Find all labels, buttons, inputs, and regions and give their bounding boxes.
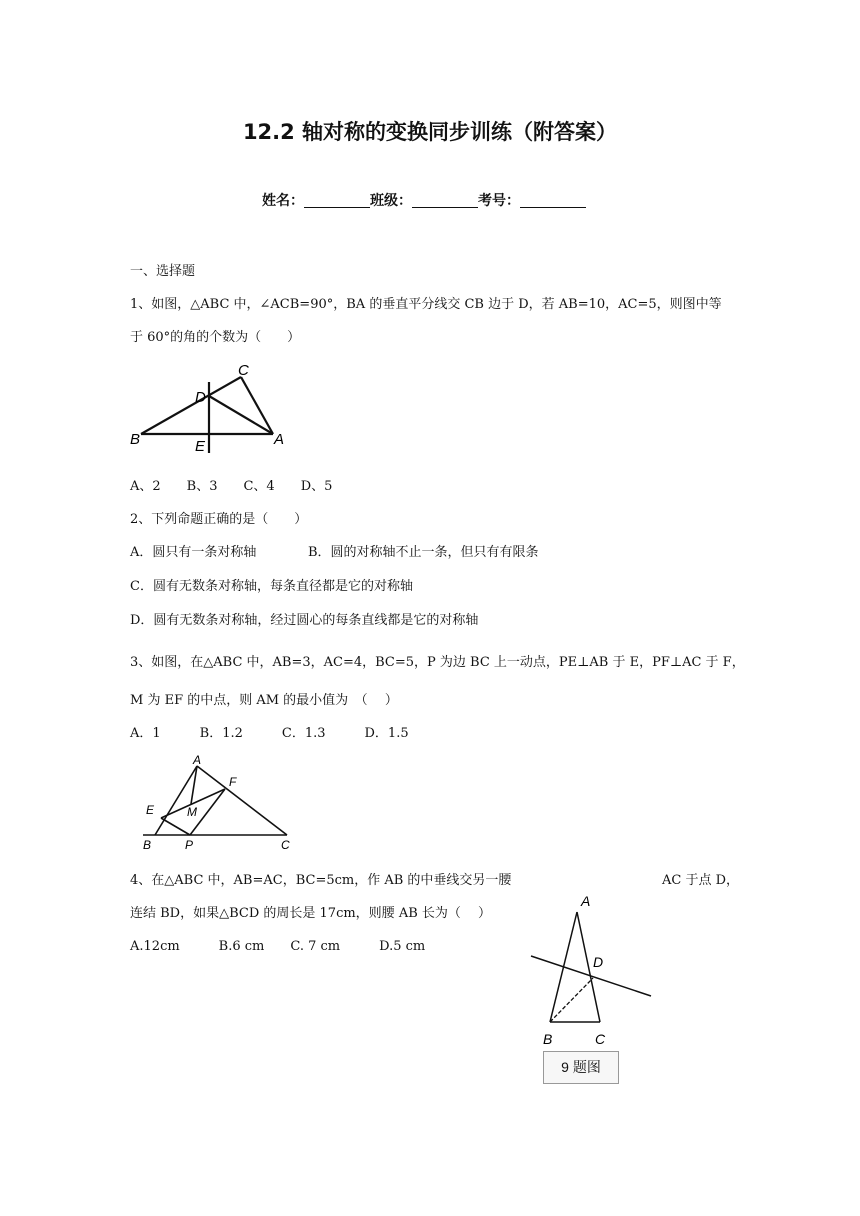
name-label: 姓名：: [262, 193, 304, 209]
name-blank: [304, 193, 370, 208]
number-label: 考号：: [478, 193, 520, 209]
page-title: 12.2 轴对称的变换同步训练（附答案）: [242, 120, 618, 144]
q1-label-d: D: [195, 389, 206, 406]
q2-option-d: D．圆有无数条对称轴，经过圆心的每条直线都是它的对称轴: [130, 613, 479, 628]
q4-options: A.12cm B.6 cm C. 7 cm D.5 cm: [130, 939, 426, 954]
q4-perpendicular-bisector: [531, 956, 651, 996]
student-info: [262, 190, 586, 210]
q3-figure: [135, 752, 295, 852]
q4-segment-bd: [550, 978, 593, 1022]
section-heading: 一、选择题: [130, 264, 196, 279]
q1-label-e: E: [195, 438, 206, 455]
q1-options: A、2 B、3 C、4 D、5: [130, 479, 333, 494]
q3-options: A．1 B．1.2 C．1.3 D．1.5: [130, 726, 409, 741]
q1-figure: [128, 360, 288, 455]
q3-label-p: P: [185, 838, 194, 852]
q4-stem-line1b: AC 于点 D，: [662, 873, 740, 888]
number-blank: [520, 193, 586, 208]
q4-figure: [525, 890, 660, 1055]
q1-stem-line2: 于 60°的角的个数为（ ）: [130, 330, 301, 345]
class-blank: [412, 193, 478, 208]
q3-label-a: A: [193, 753, 202, 767]
q3-segment-ab: [155, 766, 197, 835]
q1-label-b: B: [130, 431, 141, 448]
q3-label-b: B: [143, 838, 152, 852]
class-label: 班级：: [370, 193, 412, 209]
q3-stem-line1: 3、如图，在△ABC 中，AB=3，AC=4，BC=5，P 为边 BC 上一动点，PE⊥AB 于 E，PF⊥AC 于 F，: [130, 655, 745, 670]
q2-option-b: B．圆的对称轴不止一条，但只有有限条: [308, 545, 539, 560]
q3-label-f: F: [229, 775, 237, 789]
q2-option-a: A．圆只有一条对称轴: [130, 545, 257, 560]
q4-stem-line1a: 4、在△ABC 中，AB=AC，BC=5cm，作 AB 的中垂线交另一腰: [130, 873, 512, 888]
q3-segment-ep: [161, 818, 190, 835]
q3-segment-ac: [197, 766, 287, 835]
q1-label-c: C: [238, 362, 249, 379]
q4-label-c: C: [595, 1031, 606, 1047]
q4-label-b: B: [543, 1031, 553, 1047]
q3-label-e: E: [146, 803, 155, 817]
q2-stem: 2、下列命题正确的是（ ）: [130, 512, 308, 527]
q4-stem-line2: 连结 BD，如果△BCD 的周长是 17cm，则腰 AB 长为（ ）: [130, 906, 492, 921]
q3-label-m: M: [187, 805, 197, 819]
figure-caption: 9 题图: [543, 1051, 619, 1084]
q1-label-a: A: [274, 431, 285, 448]
q3-label-c: C: [281, 838, 290, 852]
q3-stem-line2: M 为 EF 的中点，则 AM 的最小值为 （ ）: [130, 693, 398, 708]
q1-stem-line1: 1、如图，△ABC 中，∠ACB=90°，BA 的垂直平分线交 CB 边于 D，若 AB=10，AC=5，则图中等: [130, 297, 722, 312]
q4-label-d: D: [593, 954, 604, 970]
q2-option-c: C．圆有无数条对称轴，每条直径都是它的对称轴: [130, 579, 413, 594]
q4-label-a: A: [581, 893, 591, 909]
